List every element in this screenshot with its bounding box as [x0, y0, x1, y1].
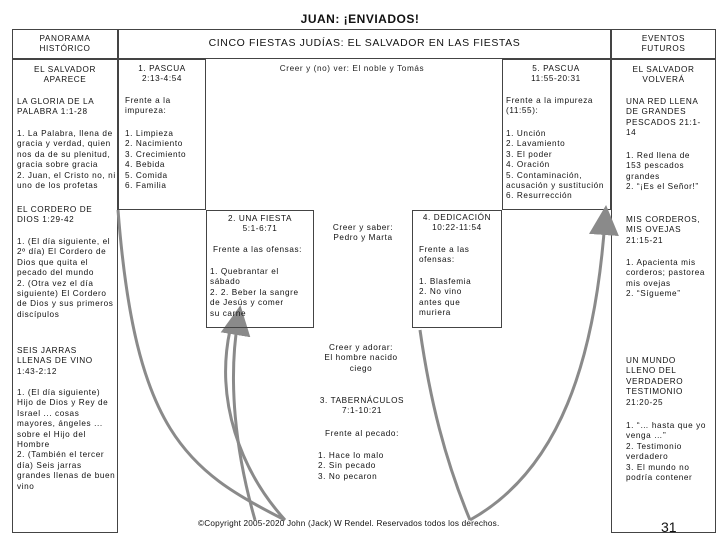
mundo-title: UN MUNDO LLENO DEL VERDADERO TESTIMONIO 21:20-25: [626, 356, 684, 407]
pascua1-label: Frente a la impureza:: [125, 96, 171, 116]
cordero-body: 1. (El día siguiente, el 2º día) El Cordero de Dios que quita el pecado del mundo 2. (Otra vez el día siguiente) El Cordero de Dios y sus primeros discípulos: [17, 237, 114, 319]
gloria-title: LA GLORIA DE LA PALABRA 1:1-28: [17, 97, 95, 117]
left-up-arrow: [233, 320, 255, 520]
panorama-header: PANORAMA HISTÓRICO: [39, 34, 91, 54]
fiesta2-label: Frente a las ofensas:: [213, 245, 303, 254]
pascua1-title: 1. PASCUA 2:13-4:54: [138, 64, 186, 84]
cree-saber: Creer y saber: Pedro y Marta: [332, 223, 394, 243]
page-number: 31: [661, 519, 677, 535]
fiesta2-title: 2. UNA FIESTA 5:1-6:71: [227, 214, 293, 234]
jarras-title: SEIS JARRAS LLENAS DE VINO 1:43-2:12: [17, 346, 93, 376]
copyright: ©Copyright 2005-2020 John (Jack) W Rendel. Reservados todos los derechos.: [198, 519, 500, 528]
fiesta2-box: [206, 210, 314, 328]
pascua5-label: Frente a la impureza (11:55):: [506, 96, 594, 116]
right-down-arrow: [420, 330, 470, 520]
cree-ver: Creer y (no) ver: El noble y Tomás: [279, 64, 425, 73]
pascua1-items: 1. Limpieza 2. Nacimiento 3. Crecimiento 4. Bebida 5. Comida 6. Familia: [125, 129, 187, 191]
dedicacion-items: 1. Blasfemia 2. No vino antes que muriera: [419, 277, 472, 318]
cree-adorar: Creer y adorar: El hombre nacido ciego: [324, 343, 398, 373]
jarras-body: 1. (El día siguiente) Hijo de Dios y Rey de Israel ... cosas mayores, ángeles ... sobre el Hijo del Hombre 2. (También el tercer día) Seis jarras grandes llenas de buen vino: [17, 388, 116, 491]
corderos-body: 1. Apacienta mis corderos; pastorea mis ovejas 2. “Sígueme”: [626, 258, 706, 299]
mundo-body: 1. “… hasta que yo venga …” 2. Testimonio verdadero 3. El mundo no podría contener: [626, 421, 706, 483]
salvador-volvera: EL SALVADOR VOLVERÁ: [632, 65, 695, 85]
tabernaculos-items: 1. Hace lo malo 2. Sin pecado 3. No pecaron: [318, 451, 384, 481]
salvador-aparece: EL SALVADOR APARECE: [34, 65, 96, 85]
pascua5-title: 5. PASCUA 11:55-20:31: [531, 64, 581, 84]
eventos-header: EVENTOS FUTUROS: [641, 34, 686, 54]
dedicacion-label: Frente a las ofensas:: [419, 245, 470, 265]
page-title: JUAN: ¡ENVIADOS!: [300, 12, 420, 26]
tabernaculos-label: Frente al pecado:: [325, 429, 399, 438]
pascua5-items: 1. Unción 2. Lavamiento 3. El poder 4. Oración 5. Contaminación, acusación y sustitución 6. Resurrección: [506, 129, 604, 201]
tabernaculos-title: 3. TABERNÁCULOS 7:1-10:21: [319, 396, 405, 416]
red-body: 1. Red llena de 153 pescados grandes 2. “¡Es el Señor!”: [626, 151, 699, 192]
cordero-title: EL CORDERO DE DIOS 1:29-42: [17, 205, 93, 225]
red-title: UNA RED LLENA DE GRANDES PESCADOS 21:1- 14: [626, 97, 701, 138]
gloria-body: 1. La Palabra, llena de gracia y verdad, quien nos da de su plenitud, gracia sobre gracia 2. Juan, el Cristo no, ni uno de los profetas: [17, 129, 116, 191]
fiesta2-items: 1. Quebrantar el sábado 2. 2. Beber la sangre de Jesús y comer su carne: [210, 267, 299, 318]
corderos-title: MIS CORDEROS, MIS OVEJAS 21:15-21: [626, 215, 701, 245]
dedicacion-box: [412, 210, 502, 328]
center-heading: CINCO FIESTAS JUDÍAS: EL SALVADOR EN LAS FIESTAS: [208, 37, 521, 49]
dedicacion-title: 4. DEDICACIÓN 10:22-11:54: [422, 213, 492, 233]
